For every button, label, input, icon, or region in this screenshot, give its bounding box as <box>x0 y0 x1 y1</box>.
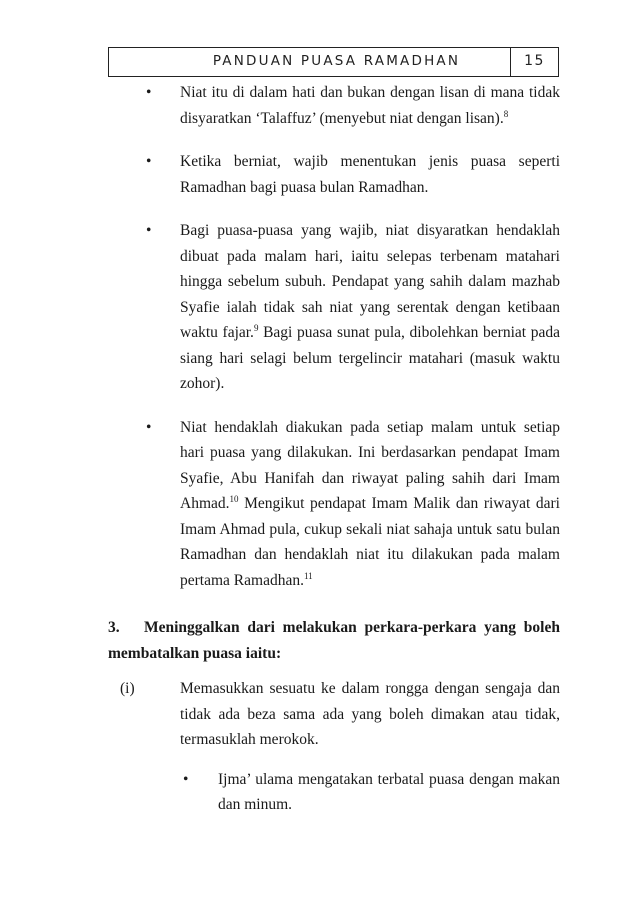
sub-item <box>108 676 560 753</box>
page-number: 15 <box>524 53 545 69</box>
nested-bullet-item <box>108 767 560 818</box>
footnote-ref: 9 <box>253 322 259 333</box>
bullet-item <box>108 415 560 594</box>
sub-item-marker: (i) <box>120 680 135 697</box>
bullet-marker: • <box>146 84 152 101</box>
nested-bullet-text: Ijma’ ulama mengatakan terbatal puasa dengan makan dan minum. <box>218 770 560 813</box>
bullet-item <box>108 149 560 200</box>
bullet-marker: • <box>146 153 152 170</box>
bullet-text-continued: Mengikut pendapat Imam Malik dan riwayat dari Imam Ahmad pula, cukup sekali niat sahaja untuk satu bulan Ramadhan dan hendaklah niat itu dilakukan pada malam pertama Ramadhan. <box>180 495 560 589</box>
footnote-ref: 11 <box>303 570 313 581</box>
bullet-marker: • <box>183 770 189 788</box>
footnote-ref: 8 <box>503 108 509 119</box>
bullet-text: Bagi puasa-puasa yang wajib, niat disyaratkan hendaklah dibuat pada malam hari, iaitu selepas terbenam matahari hingga sebelum subuh. Pendapat yang sahih dalam mazhab Syafie ialah tidak sah niat yang serentak dengan ketibaan waktu fajar. <box>180 222 560 341</box>
sub-item-text: Memasukkan sesuatu ke dalam rongga dengan sengaja dan tidak ada beza sama ada yang boleh dimakan atau tidak, termasuklah merokok. <box>180 680 560 748</box>
bullet-marker: • <box>146 222 152 239</box>
section-heading <box>108 615 560 666</box>
bullet-text: Niat itu di dalam hati dan bukan dengan lisan di mana tidak disyaratkan ‘Talaffuz’ (menyebut niat dengan lisan). <box>180 84 560 127</box>
footnote-ref: 10 <box>229 493 239 504</box>
bullet-text-continued: Bagi puasa sunat pula, dibolehkan berniat pada siang hari selagi belum tergelincir matahari (masuk waktu zohor). <box>180 324 560 392</box>
book-title: PANDUAN PUASA RAMADHAN <box>109 48 511 76</box>
page-body <box>108 80 560 818</box>
bullet-item <box>108 80 560 131</box>
section-number: 3. <box>108 619 120 636</box>
running-header <box>108 47 559 77</box>
bullet-text: Niat hendaklah diakukan pada setiap malam untuk setiap hari puasa yang dilakukan. Ini berdasarkan pendapat Imam Syafie, Abu Hanifah dan riwayat paling sahih dari Imam Ahmad. <box>180 418 560 512</box>
bullet-text: Ketika berniat, wajib menentukan jenis puasa seperti Ramadhan bagi puasa bulan Ramadhan. <box>180 153 560 196</box>
section-title: Meninggalkan dari melakukan perkara-perkara yang boleh membatalkan puasa iaitu: <box>108 619 560 662</box>
bullet-marker: • <box>146 418 152 436</box>
bullet-item <box>108 218 560 397</box>
